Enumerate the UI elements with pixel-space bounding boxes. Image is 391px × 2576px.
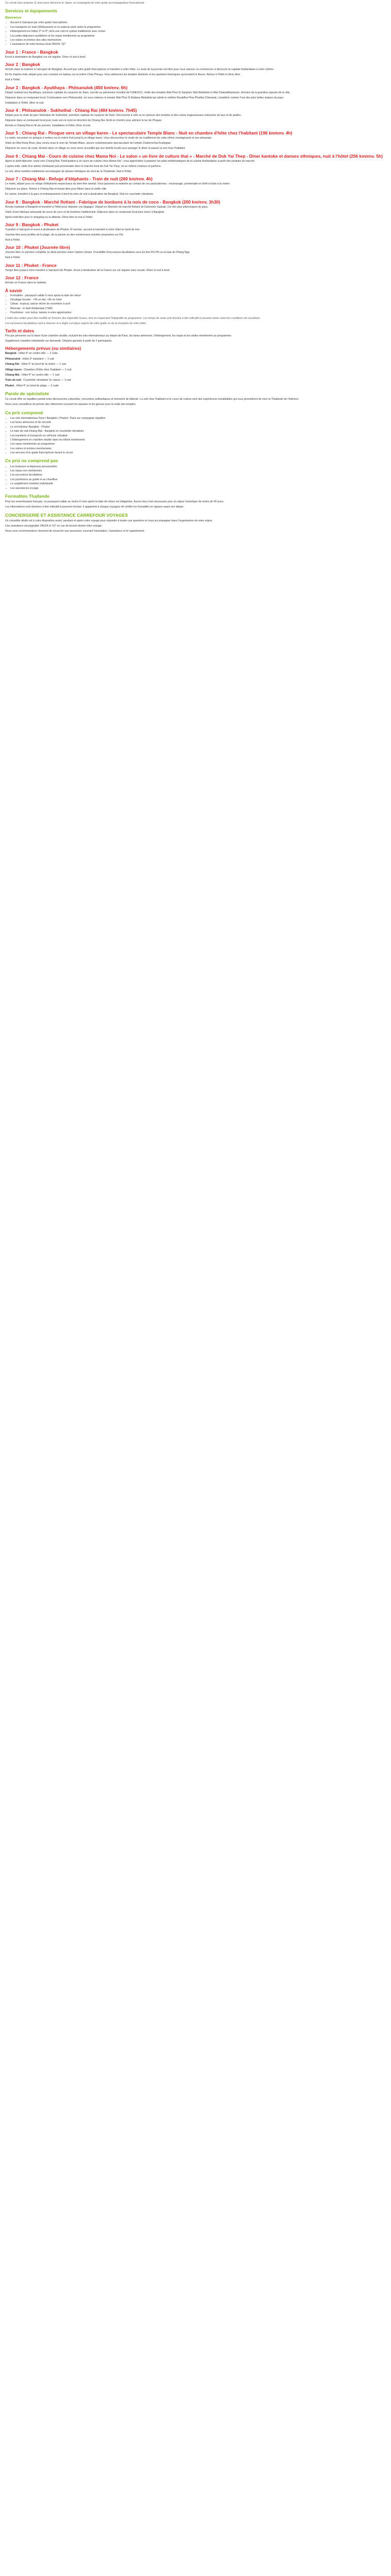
included-list [5, 417, 386, 455]
excluded-title: Ce prix ne comprend pas [5, 458, 58, 464]
hotel-city: Train de nuit [5, 379, 21, 382]
day-title: Jour 3 : Bangkok - Ayutthaya - Phitsanulok (450 km/env. 6h) [5, 84, 128, 90]
prices-title: Tarifs et dates [5, 328, 35, 333]
day-section [5, 154, 386, 174]
specialist-paragraph: Nous vous conseillons de prévoir des vêtements couvrant les épaules et les genoux pour la visite des temples. [5, 403, 137, 406]
assistance-paragraph: Un conseiller dédié est à votre disposition avant, pendant et après votre voyage pour répondre à toutes vos questions et vous accompagner dans l'organisation de votre séjour. [5, 519, 213, 522]
list-item: • Hébergement en hôtels 3* et 4*, dont une nuit en ryokan traditionnel avec onsen [10, 30, 386, 33]
hotel-city: Village karen [5, 368, 22, 371]
day-section [5, 176, 386, 196]
prices-paragraph: Supplément chambre individuelle sur demande. Départs garantis à partir de 2 participants. [5, 339, 112, 343]
list-item: • Le vol intérieur Bangkok - Phuket [10, 426, 386, 429]
formalities-paragraph: Pour les ressortissants français, un passeport valide au moins 6 mois après la date de retour est obligatoire. Aucun visa n'est nécessaire pour un séjour touristique de moins de 30 jours. [5, 500, 224, 504]
list-item: • Les visites et entrées des sites mentionnés [10, 39, 386, 42]
day-section [5, 108, 386, 128]
list-item: • Accueil à l'aéroport par votre guide francophone [10, 21, 386, 25]
list-item: • Monnaie : le baht thaïlandais (THB) [10, 307, 386, 311]
list-item: • Les pourboires au guide et au chauffeur [10, 478, 386, 482]
day-paragraph: Nuit à l'hôtel. [5, 78, 21, 82]
infos-paragraph: L'ordre des visites peut être modifié en fonction des impératifs locaux, tout en respectant l'intégralité du programme. Les temps de route sont donnés à titre indicatif et peuvent varier selon les conditions de circulation. [5, 316, 261, 320]
list-item: • Les vols internationaux Paris / Bangkok / Phuket / Paris sur compagnie régulière [10, 417, 386, 420]
day-paragraph: Nuit à l'hôtel. [5, 238, 21, 242]
day-paragraph: Journée libre en pension complète ou demi-pension selon l'option choisie. Possibilité d'excursions facultatives vers les îles Phi Phi ou la baie de Phang Nga. [5, 251, 190, 255]
day-paragraph: Le soir, dîner kantoke traditionnel accompagné de danses ethniques du nord de la Thaïlande. Nuit à l'hôtel. [5, 170, 132, 173]
formalities-paragraph: Les informations sont données à titre indicatif et peuvent évoluer. Il appartient à chaque voyageur de vérifier les formalités en vigueur avant son départ. [5, 505, 184, 509]
day-paragraph: Visite du Wat Rong Khun, plus connu sous le nom de Temple Blanc, œuvre contemporaine spectaculaire de l'artiste Chalermchai Kositpipat. [5, 142, 171, 145]
day-title: Jour 12 : France [5, 275, 39, 281]
day-section [5, 199, 386, 219]
day-title: Jour 2 : Bangkok [5, 62, 40, 67]
list-item: • Les boissons et dépenses personnelles [10, 465, 386, 469]
hotel-city: Phitsanulok [5, 357, 21, 361]
hotel-city: Chiang Rai [5, 363, 20, 366]
list-item: • Les transferts et transports en véhicule climatisé [10, 434, 386, 438]
day-paragraph: Le matin, excursion en pirogue à moteur sur la rivière Kok jusqu'à un village karen. Vous découvrirez le mode de vie traditionnel de cette ethnie montagnarde et ses artisanats. [5, 137, 213, 140]
list-item: • Les assurances voyage [10, 487, 386, 490]
assistance-paragraph: Nous vous recommandons vivement de souscrire une assurance couvrant l'annulation, l'assistance et le rapatriement. [5, 529, 145, 533]
list-item: • Climat : tropical, saison sèche de novembre à avril [10, 302, 386, 306]
infos-title: À savoir [5, 287, 23, 293]
day-section [5, 49, 386, 59]
hotel-nights: 1 nuit [64, 379, 71, 382]
day-paragraph: Transfert à l'aéroport et envol à destination de Phuket. À l'arrivée, accueil et transfert à votre hôtel en bord de mer. [5, 228, 140, 231]
excluded-list [5, 465, 386, 490]
hotel-nights: 1 nuit [47, 357, 54, 361]
day-section [5, 245, 386, 260]
hotel-name: Hôtel 4* au bord de la rivière [21, 363, 56, 366]
day-paragraph: En fin d'après-midi, départ pour une croisière en bateau sur la rivière Chao Phraya. Vous admirerez les temples illuminés et les quartiers historiques qui bordent le fleuve. Retour à l'hôtel et dîner libre. [5, 73, 241, 77]
day-paragraph: Départ pour la visite du parc historique de Sukhothaï, première capitale du royaume de Siam. Découverte à vélo ou en autocar des temples et des ruines majestueuses entourées de lacs et de jardins. [5, 114, 242, 117]
hotel-name: Hôtel 4* en centre-ville [22, 373, 49, 377]
prices-paragraph: Prix par personne sur la base d'une chambre double, incluant les vols internationaux au départ de Paris, les taxes aériennes, l'hébergement, les repas et les visites mentionnés au programme. [5, 334, 232, 338]
day-paragraph: Temps libre jusqu'à votre transfert à l'aéroport de Phuket. Envol à destination de la France sur vol régulier avec escale. Dîner et nuit à bord. [5, 268, 170, 272]
services-title: Services et équipements [5, 8, 57, 14]
day-title: Jour 1 : France - Bangkok [5, 49, 58, 55]
hotel-nights: 2 nuits [50, 352, 58, 355]
day-paragraph: Déjeuner sur place. Retour à Chiang Mai et temps libre pour flâner dans la vieille ville. [5, 188, 107, 191]
hotel-item: Train de nuit : Couchette climatisée 2e classe — 1 nuit [5, 379, 71, 382]
day-title: Jour 10 : Phuket (Journée libre) [5, 245, 70, 250]
hotel-item: Village karen : Chambre d'hôte chez l'habitant — 1 nuit [5, 368, 72, 371]
list-item: • Les repas mentionnés au programme [10, 443, 386, 446]
list-item: • Décalage horaire : +5h en été, +6h en hiver [10, 298, 386, 302]
intro-text: Ce circuit vous propose 11 jours pour découvrir le Japon, en compagnie de votre guide accompagnateur francophone. [5, 2, 145, 5]
day-section [5, 222, 386, 242]
day-section [5, 275, 386, 285]
list-item: • Les transports en train (Shinkansen) et en autocar privé selon le programme [10, 26, 386, 29]
specialist-paragraph: Ce circuit offre un équilibre parfait entre découvertes culturelles, rencontres authentiques et moments de détente. La nuit chez l'habitant et le cours de cuisine sont des expériences inoubliables qui vous permettront de vivre la Thaïlande de l'intérieur. [5, 398, 299, 401]
hotel-city: Bangkok [5, 352, 17, 355]
list-item: • Les services d'un guide francophone durant le circuit [10, 451, 386, 455]
day-paragraph: L'après-midi, visite d'un atelier d'artisanat puis promenade dans le marché local de Dok Yai Thep, où se mêlent couleurs et parfums. [5, 164, 161, 168]
list-item: • Les repas non mentionnés [10, 469, 386, 473]
hotel-city: Chiang Mai [5, 373, 20, 377]
day-paragraph: Après le petit-déjeuner, route vers Chiang Mai. Participation à un cours de cuisine chez Mama Noi : vous apprendrez à préparer les plats emblématiques de la cuisine thaïlandaise à partir des produits du marché. [5, 159, 255, 163]
day-section [5, 263, 386, 273]
hotel-item: Phuket : Hôtel 4* en bord de plage — 2 nuits [5, 384, 59, 387]
hotel-item: Phitsanulok : Hôtel 3* standard — 1 nuit [5, 357, 54, 361]
day-title: Jour 8 : Bangkok - Marché flottant - Fabrique de bonbons à la noix de coco - Bangkok (200 km/env. 3h30) [5, 199, 220, 205]
list-item: • Les visites et entrées mentionnées [10, 447, 386, 451]
services-list [5, 21, 386, 46]
day-title: Jour 4 : Phitsanulok - Sukhothaï - Chiang Rai (484 km/env. 7h45) [5, 107, 137, 113]
day-paragraph: Installation à l'hôtel, dîner et nuit. [5, 101, 44, 105]
list-item: • Les petits-déjeuners quotidiens et les repas mentionnés au programme [10, 35, 386, 38]
hotels-list [5, 352, 386, 388]
day-paragraph: Déjeuner dans un restaurant local. Continuation vers Phitsanulok, où vous visiterez le temple Wat Phra Si Rattana Mahathat qui abrite le célèbre Bouddha Phra Phuttha Chinnarat, considéré comme l'une des plus belles statues du pays. [5, 96, 284, 99]
hotel-nights: 1 nuit [53, 373, 59, 377]
infos-list [5, 294, 386, 315]
day-title: Jour 7 : Chiang Mai - Refuge d'éléphants - Train de nuit (260 km/env. 4h) [5, 176, 153, 182]
day-paragraph: Déjeuner en cours de route. Arrivée dans un village où vous serez accueillis par une famille locale pour partager le dîner et passer la nuit chez l'habitant. [5, 147, 186, 150]
hotel-name: Chambre d'hôte chez l'habitant [24, 368, 61, 371]
day-section [5, 85, 386, 105]
list-item: • Formalités : passeport valide 6 mois après la date de retour [10, 294, 386, 298]
day-title: Jour 11 : Phuket - France [5, 262, 57, 268]
hotels-title: Hébergements prévus (ou similaires) [5, 346, 82, 351]
hotel-item: Bangkok : Hôtel 4* en centre-ville — 2 nuits [5, 352, 58, 355]
infos-paragraph: Les excursions facultatives sont à réserver et à régler sur place auprès de votre guide ou de la réception de votre hôtel. [5, 321, 146, 325]
hotel-city: Phuket [5, 384, 14, 387]
day-paragraph: Arrivée dans la matinée à l'aéroport de Bangkok. Accueil par votre guide francophone et transfert à votre hôtel. Le reste de la journée est libre pour vous reposer ou commencer à découvrir la capitale thaïlandaise à votre rythme. [5, 68, 274, 72]
day-section [5, 130, 386, 150]
day-title: Jour 5 : Chiang Rai - Pirogue vers un village karen - Le spectaculaire Temple Blanc - Nuit en chambre d'hôte chez l'habitant (196 km/env. 4h) [5, 130, 292, 136]
included-title: Ce prix comprend [5, 410, 43, 415]
day-paragraph: Journée libre pour profiter de la plage, de la piscine ou des nombreuses activités proposées sur l'île. [5, 233, 124, 236]
list-item: • Les taxes aériennes et de sécurité [10, 421, 386, 425]
hotel-nights: 1 nuit [64, 368, 72, 371]
list-item: • L'hébergement en chambre double dans les hôtels mentionnés [10, 438, 386, 442]
itinerary [5, 49, 386, 285]
list-item: • Le train de nuit Chiang Mai - Bangkok en couchette climatisée [10, 430, 386, 433]
hotel-name: Hôtel 4* en centre-ville [19, 352, 46, 355]
day-paragraph: Nuit à l'hôtel. [5, 256, 21, 260]
day-paragraph: Départ matinal vers Ayutthaya, ancienne capitale du royaume de Siam, inscrite au patrimoine mondial de l'UNESCO. Visite des temples Wat Phra Si Sanphet, Wat Mahathat et Wat Chaiwatthanaram, témoins de la grandeur passée de la ville. [5, 91, 290, 94]
day-section [5, 62, 386, 82]
list-item: • L'assistance de notre bureau local 24h/24, 7j/7 [10, 43, 386, 46]
services-subtitle: Bienvenue [5, 15, 22, 20]
day-paragraph: Arrivée à Chiang Rai en fin de journée, installation à l'hôtel, dîner et nuit. [5, 124, 91, 127]
day-title: Jour 6 : Chiang Mai - Cours de cuisine chez Mama Noi - Le salon « un livre de culture thaï » - Marché de Dok Yai Thep - Dîner kantoke et danses ethniques, nuit à l'hôtel (256 km/env. 5h) [5, 153, 383, 159]
day-paragraph: Envol à destination de Bangkok sur vol régulier. Dîner et nuit à bord. [5, 55, 86, 59]
hotel-name: Hôtel 3* standard [22, 357, 43, 361]
list-item: • Pourboires : non inclus, laissés à votre appréciation [10, 311, 386, 315]
list-item: • Les excursions facultatives [10, 473, 386, 477]
day-paragraph: Arrivée matinale à Bangkok et transfert à l'hôtel pour déposer vos bagages. Départ en direction du marché flottant de Damnoen Saduak, l'un des plus pittoresques du pays. [5, 205, 208, 209]
hotel-nights: 2 nuits [51, 384, 59, 387]
assistance-title: CONCIERGERIE ET ASSISTANCE CARREFOUR VOYAGES [5, 512, 128, 518]
list-item: • Le supplément chambre individuelle [10, 482, 386, 486]
specialist-title: Parole de spécialiste [5, 391, 50, 397]
formalities-title: Formalités Thaïlande [5, 493, 50, 499]
day-title: Jour 9 : Bangkok - Phuket [5, 222, 59, 227]
hotel-nights: 1 nuit [59, 363, 66, 366]
day-paragraph: Arrivée en France dans la matinée. [5, 281, 47, 285]
day-paragraph: Après-midi libre pour le shopping ou la détente. Dîner libre et nuit à l'hôtel. [5, 215, 93, 219]
assistance-paragraph: Une assistance est joignable 24h/24 et 7j/7 en cas de besoin durant votre voyage. [5, 524, 103, 528]
day-paragraph: En soirée, transfert à la gare et embarquement à bord du train de nuit à destination de Bangkok. Nuit en couchette climatisée. [5, 193, 154, 196]
day-paragraph: Visite d'une fabrique artisanale de sucre de coco et de bonbons traditionnels. Déjeuner dans un restaurant local puis retour à Bangkok. [5, 210, 165, 214]
hotel-item: Chiang Mai : Hôtel 4* en centre-ville — 1 nuit [5, 373, 59, 377]
hotel-item: Chiang Rai : Hôtel 4* au bord de la rivière — 1 nuit [5, 363, 66, 366]
page [0, 0, 391, 539]
hotel-name: Couchette climatisée 2e classe [23, 379, 60, 382]
day-paragraph: Déjeuner dans un restaurant local puis route vers le nord en direction de Chiang Rai. Arrêt en chemin pour admirer le lac de Phayao. [5, 119, 162, 123]
day-paragraph: Le matin, départ pour un refuge d'éléphants respectueux du bien-être animal. Vous passerez la matinée au contact de ces pachydermes : nourrissage, promenade en forêt et bain à la rivière. [5, 182, 231, 186]
hotel-name: Hôtel 4* en bord de plage [16, 384, 47, 387]
